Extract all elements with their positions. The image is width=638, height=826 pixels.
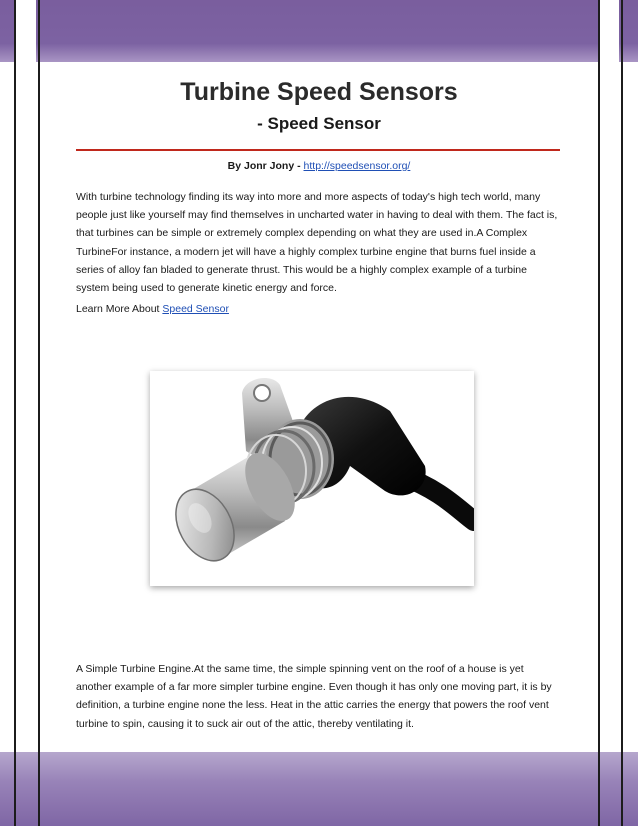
speed-sensor-illustration bbox=[150, 371, 474, 586]
learn-more-label: Learn More About bbox=[76, 303, 163, 315]
title-rule bbox=[76, 149, 560, 151]
byline bbox=[0, 160, 638, 172]
closing-paragraph: A Simple Turbine Engine.At the same time, the simple spinning vent on the roof of a house is yet another example of a far more simpler turbine engine. Even though it has only one moving part, it is by definition, a turbine engine none the less. Heat in the attic carries the energy that powers the roof vent turbine to spin, causing it to suck air out of the attic, thereby ventilating it. bbox=[76, 663, 552, 730]
learn-more bbox=[76, 300, 562, 318]
byline-author: By Jonr Jony - bbox=[227, 160, 304, 172]
page-title: Turbine Speed Sensors bbox=[180, 78, 458, 106]
learn-more-link[interactable]: Speed Sensor bbox=[162, 303, 229, 315]
intro-paragraph: With turbine technology finding its way into more and more aspects of today's high tech world, many people just like yourself may find themselves in uncharted water in having to deal with them. The fact is, that turbines can be simple or extremely complex depending on what they are used in.A Complex TurbineFor instance, a modern jet will have a highly complex turbine engine that burns fuel inside a series of alloy fan bladed to generate thrust. This would be a highly complex example of a turbine system being used to generate kinetic energy and force. bbox=[76, 191, 558, 295]
page-subtitle: - Speed Sensor bbox=[257, 114, 381, 133]
sensor-photo bbox=[150, 371, 474, 586]
byline-link[interactable]: http://speedsensor.org/ bbox=[303, 160, 411, 172]
